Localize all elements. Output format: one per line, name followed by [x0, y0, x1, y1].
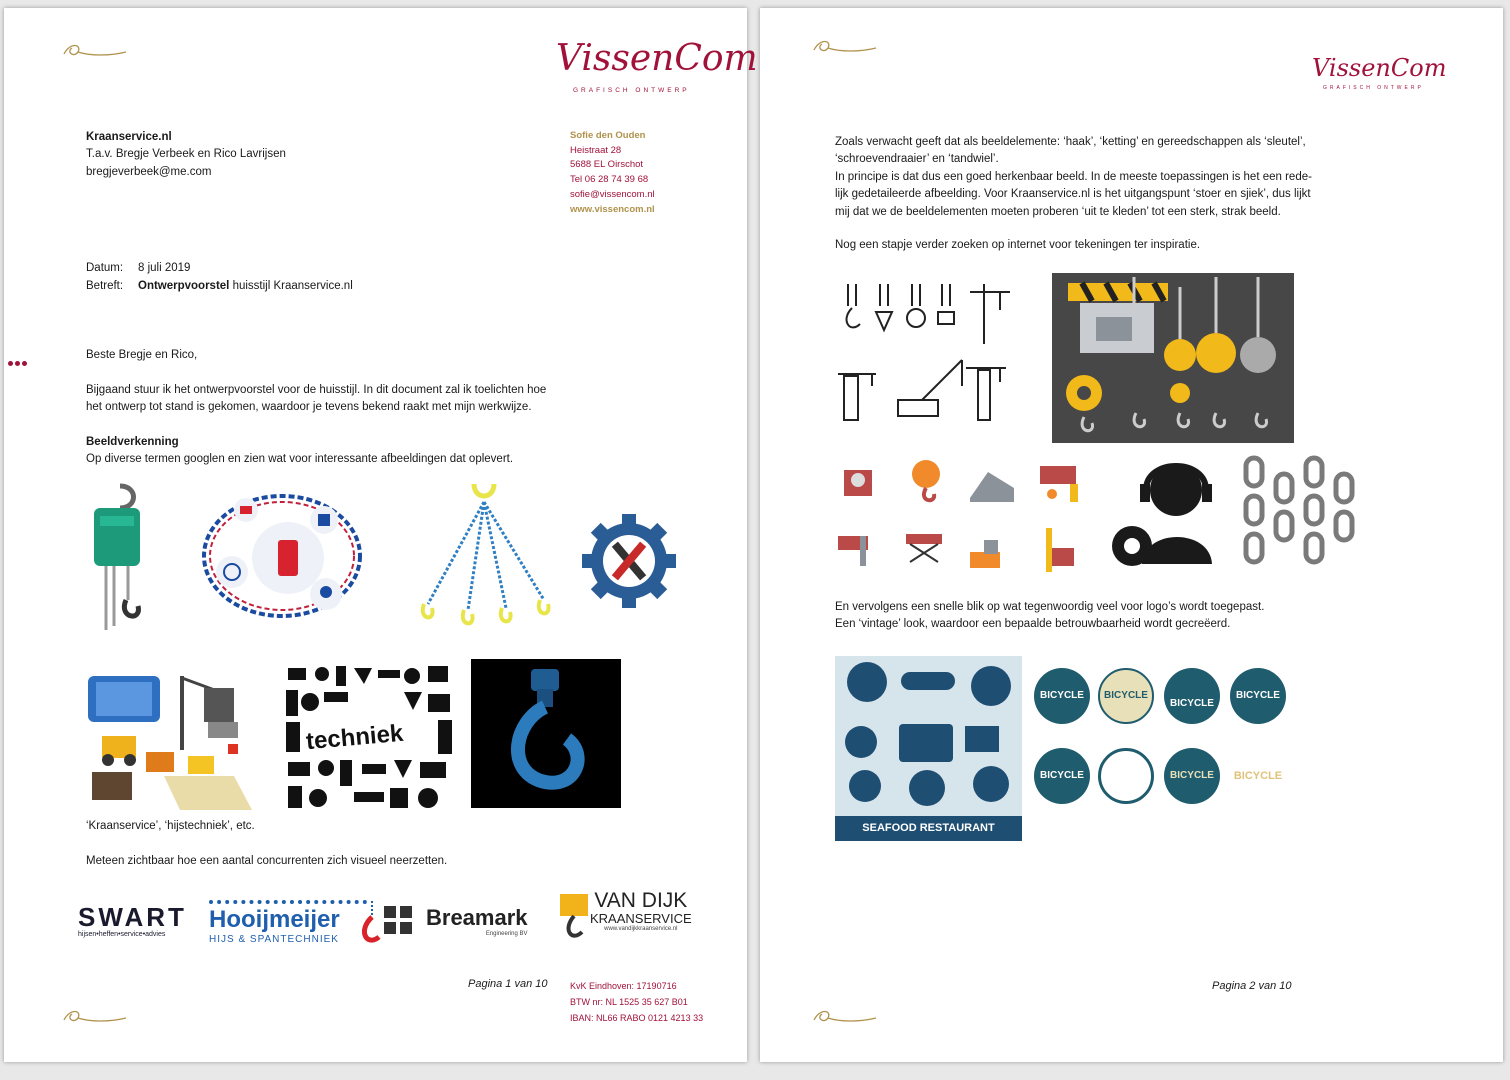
bicycle-badge-text: BICYCLE [1236, 690, 1280, 701]
hooks-cranes-line-icons [836, 280, 1014, 424]
bicycle-badge-text: BICYCLE [1170, 698, 1214, 709]
p1-line-2: ‘schroevendraaier’ en ‘tandwiel’. [835, 153, 999, 166]
bicycle-shop-badge [1098, 748, 1154, 804]
greeting: Beste Bregje en Rico, [86, 349, 198, 361]
company-registration [570, 978, 703, 1026]
subject-rest: huisstijl Kraanservice.nl [229, 280, 353, 292]
vandijk-logo-text-2: KRAANSERVICE [590, 911, 692, 926]
sender-email[interactable]: sofie@vissencom.nl [570, 188, 655, 200]
bicycle-badge [1034, 668, 1090, 724]
flat-lifting-equipment-icons [836, 456, 1092, 578]
btw-number: BTW nr: NL 1525 35 627 B01 [570, 997, 688, 1007]
techniek-word: techniek [304, 719, 405, 756]
toy-crane-set-image [84, 664, 256, 814]
sender-city: 5688 EL Oirschot [570, 159, 644, 171]
breamark-logo-sub: Engineering BV [485, 931, 528, 937]
p1-line-1: Zoals verwacht geeft dat als beeldelemente: ‘haak’, ‘ketting’ en gereedschappen als ‘sleutel’, [835, 136, 1306, 148]
date-label: Datum: [86, 262, 124, 274]
section-beeldverkenning [86, 434, 513, 469]
iban-number: IBAN: NL66 RABO 0121 4213 33 [570, 1013, 704, 1023]
hooijmeijer-logo-text: Hooijmeijer [209, 906, 340, 933]
recipient-attn: T.a.v. Bregje Verbeek en Rico Lavrijsen [86, 148, 286, 161]
page-number: Pagina 2 van 10 [1212, 980, 1292, 992]
sender-name: Sofie den Ouden [570, 130, 646, 141]
date-value: 8 juli 2019 [138, 262, 191, 274]
brand-tagline: GRAFISCH ONTWERP [573, 87, 690, 94]
bicycle-badge [1164, 748, 1220, 804]
brand-tagline: GRAFISCH ONTWERP [1323, 85, 1424, 91]
bicycle-badge-text: BICYCLE [1104, 690, 1148, 701]
vandijk-logo [590, 890, 692, 932]
industrial-hooks-image [1052, 273, 1294, 443]
competitors-text: Meteen zichtbaar hoe een aantal concurrenten zich visueel neerzetten. [86, 855, 448, 867]
seafood-banner: SEAFOOD RESTAURANT [835, 816, 1022, 841]
p3-line-2: Een ‘vintage’ look, waardoor een bepaalde betrouwbaarheid wordt gecreëerd. [835, 618, 1231, 631]
swirl-ornament-icon [810, 1006, 880, 1028]
subject-label: Betreft: [86, 280, 124, 292]
breamark-logo-text: Breamark [426, 905, 528, 930]
recipient-block [86, 129, 286, 181]
blue-hook-image [471, 659, 621, 808]
hooijmeijer-logo [209, 900, 367, 945]
subject-bold: Ontwerpvoorstel [138, 280, 230, 292]
brand-logo: VissenCom [1312, 54, 1447, 82]
breamark-logo [426, 905, 528, 937]
brand-logo: VissenCom [556, 38, 758, 79]
breamark-mark-icon [380, 902, 416, 938]
chain-sling-image [414, 478, 554, 628]
bicycle-badge-text: BICYCLE [1040, 690, 1084, 701]
paragraph-2: Nog een stapje verder zoeken op internet voor tekeningen ter inspiratie. [835, 239, 1201, 251]
intro-paragraph [86, 382, 546, 417]
section-title: Beeldverkenning [86, 436, 179, 448]
bicycle-badge [1098, 668, 1154, 724]
bicycle-badge [1034, 748, 1090, 804]
search-terms: ‘Kraanservice’, ‘hijstechniek’, etc. [86, 820, 255, 832]
swirl-ornament-icon [60, 40, 130, 62]
intro-line-1: Bijgaand stuur ik het ontwerpvoorstel voor de huisstijl. In dit document zal ik toelichten hoe [86, 384, 547, 396]
p1-line-5: mij dat we de beeldelementen moeten proberen ‘uit te kleden’ tot een sterk, strak beeld. [835, 205, 1281, 218]
swirl-ornament-icon [60, 1006, 130, 1028]
section-text: Op diverse termen googlen en zien wat voor interessante afbeeldingen dat oplevert. [86, 453, 514, 466]
swart-logo-sub: hijsen•heffen•service•advies [78, 931, 166, 938]
vandijk-logo-text-1: VAN DIJK [594, 889, 688, 912]
chain-hoist-image [82, 480, 152, 632]
support-gear-icon [1102, 454, 1218, 572]
chain-services-diagram-image [192, 484, 372, 624]
techniek-icon-collage [282, 664, 456, 814]
bicycle-badge [1230, 668, 1286, 724]
chain-texture-image [1240, 454, 1372, 566]
seafood-badges-image [835, 656, 1022, 841]
hooijmeijer-logo-sub: HIJS & SPANTECHNIEK [209, 934, 339, 945]
subject-row [86, 278, 353, 295]
paragraph-1 [835, 134, 1312, 221]
sender-web[interactable]: www.vissencom.nl [570, 203, 655, 215]
swart-logo [78, 902, 187, 938]
bicycle-badge-text: BICYCLE [1170, 770, 1214, 781]
page-1 [4, 8, 758, 1062]
sender-phone: Tel 06 28 74 39 68 [570, 174, 649, 186]
bicycle-badge-text: BICYCLE [1040, 770, 1084, 781]
paragraph-3 [835, 599, 1264, 634]
vandijk-hook-icon [556, 890, 592, 946]
page-number: Pagina 1 van 10 [468, 978, 548, 990]
p3-line-1: En vervolgens een snelle blik op wat tegenwoordig veel voor logo’s wordt toegepast. [835, 601, 1265, 613]
bicycle-badge [1230, 748, 1286, 804]
recipient-email: bregjeverbeek@me.com [86, 165, 212, 178]
bullet-dots-icon [8, 353, 29, 371]
page-2 [760, 8, 1503, 1062]
sender-block [570, 129, 655, 217]
p1-line-4: lijk gedetaileerde afbeelding. Voor Kraanservice.nl is het uitgangspunt ‘stoer en sjiek’, dus lijkt [835, 188, 1311, 201]
bicycle-badge-text: BICYCLE [1233, 770, 1283, 782]
kvk-number: KvK Eindhoven: 17190716 [570, 981, 677, 991]
recipient-company: Kraanservice.nl [86, 131, 172, 143]
swart-logo-text: SWART [78, 902, 187, 932]
swirl-ornament-icon [810, 36, 880, 58]
bicycle-badge [1164, 668, 1220, 724]
intro-line-2: het ontwerp tot stand is gekomen, waardoor je tevens bekend raakt met mijn werkwijze. [86, 401, 532, 414]
bicycle-badges-grid [1034, 668, 1294, 808]
gear-tools-icon [582, 514, 676, 608]
vandijk-logo-url: www.vandijkkraanservice.nl [604, 926, 678, 932]
sender-street: Heistraat 28 [570, 144, 622, 156]
p1-line-3: In principe is dat dus een goed herkenbaar beeld. In de meeste toepassingen is het een rede- [835, 170, 1312, 183]
date-row [86, 260, 190, 277]
